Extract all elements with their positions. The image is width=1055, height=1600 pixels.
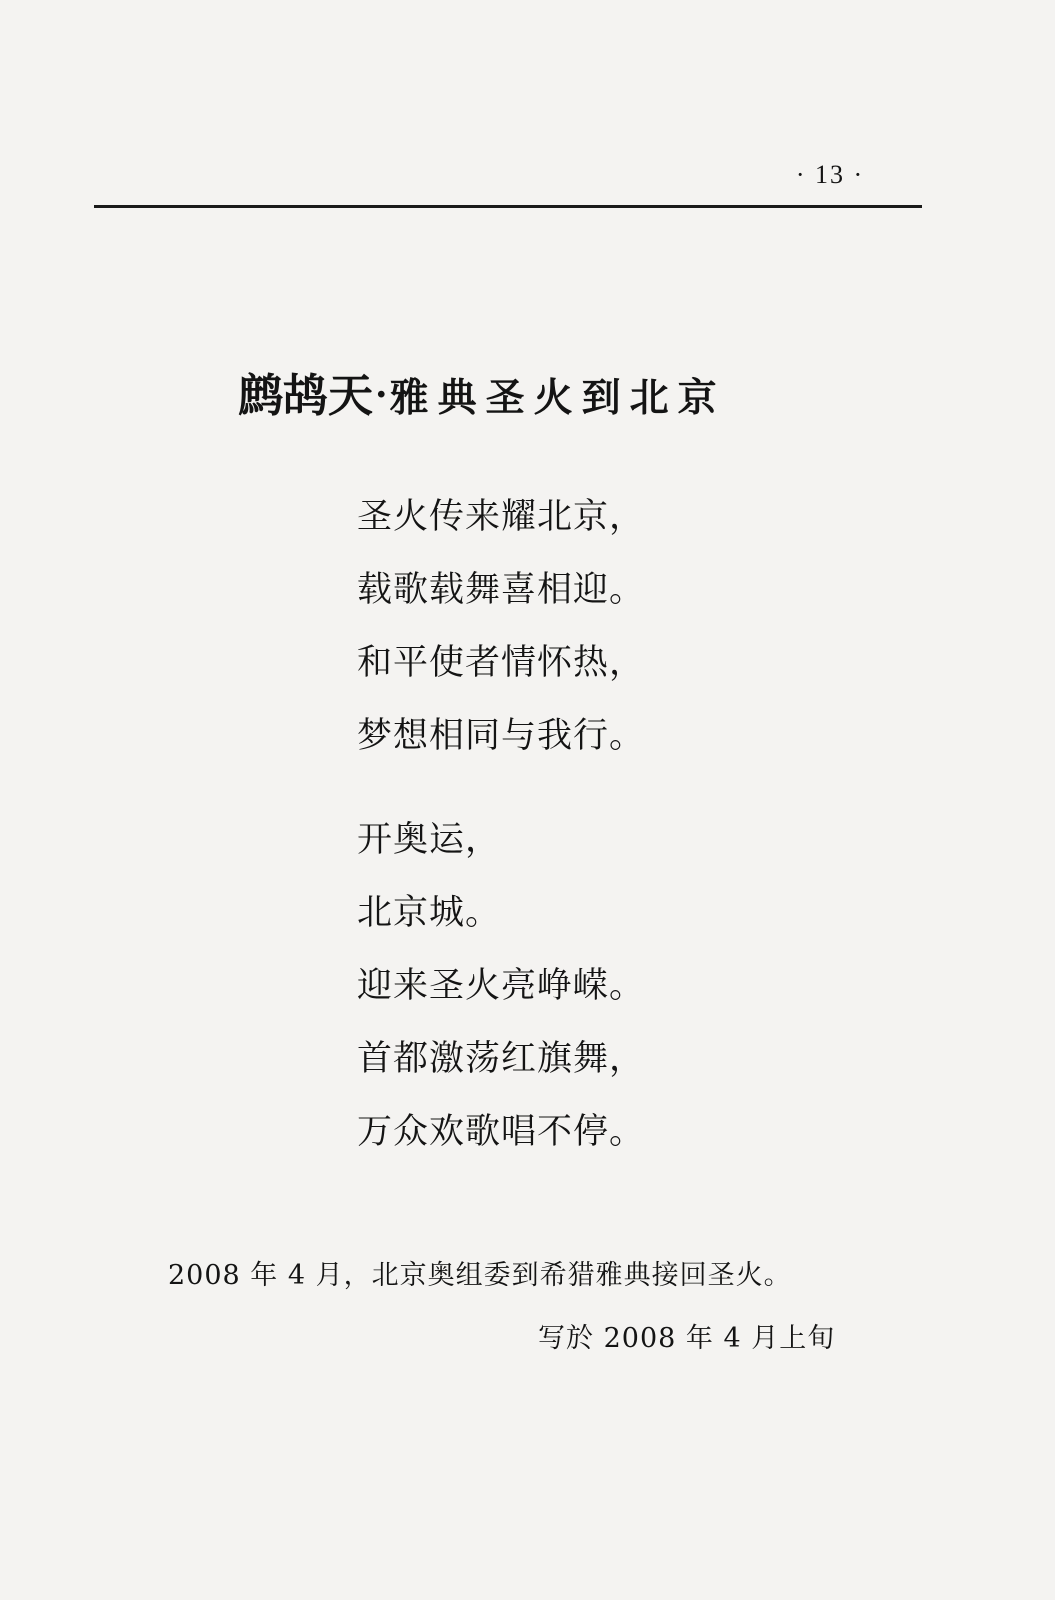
poem-line: 北京城。 (357, 893, 502, 933)
poem-line: 开奥运， (357, 820, 502, 860)
poem-title-subject: 雅典圣火到北京 (389, 375, 726, 421)
header-rule (94, 205, 922, 208)
poem-title (238, 369, 798, 422)
poem-stanza-1 (357, 497, 757, 792)
poem-line: 万众欢歌唱不停。 (357, 1112, 646, 1152)
page-number: · 13 · (795, 160, 865, 189)
poem-line: 和平使者情怀热， (357, 643, 646, 683)
poem-stanza-2 (357, 820, 757, 1188)
poem-line: 迎来圣火亮峥嵘。 (357, 966, 646, 1006)
poem-title-tune: 鹧鸪天 (238, 369, 374, 422)
poem-line: 圣火传来耀北京， (357, 497, 646, 537)
poem-line: 载歌载舞喜相迎。 (357, 570, 646, 610)
poem-note: 2008 年 4 月，北京奥组委到希猎雅典接回圣火。 (168, 1260, 792, 1291)
poem-title-separator: · (375, 374, 388, 416)
poem-signoff: 写於 2008 年 4 月上旬 (538, 1323, 836, 1354)
poem-line: 首都激荡红旗舞， (357, 1039, 646, 1079)
poem-line: 梦想相同与我行。 (357, 716, 646, 756)
